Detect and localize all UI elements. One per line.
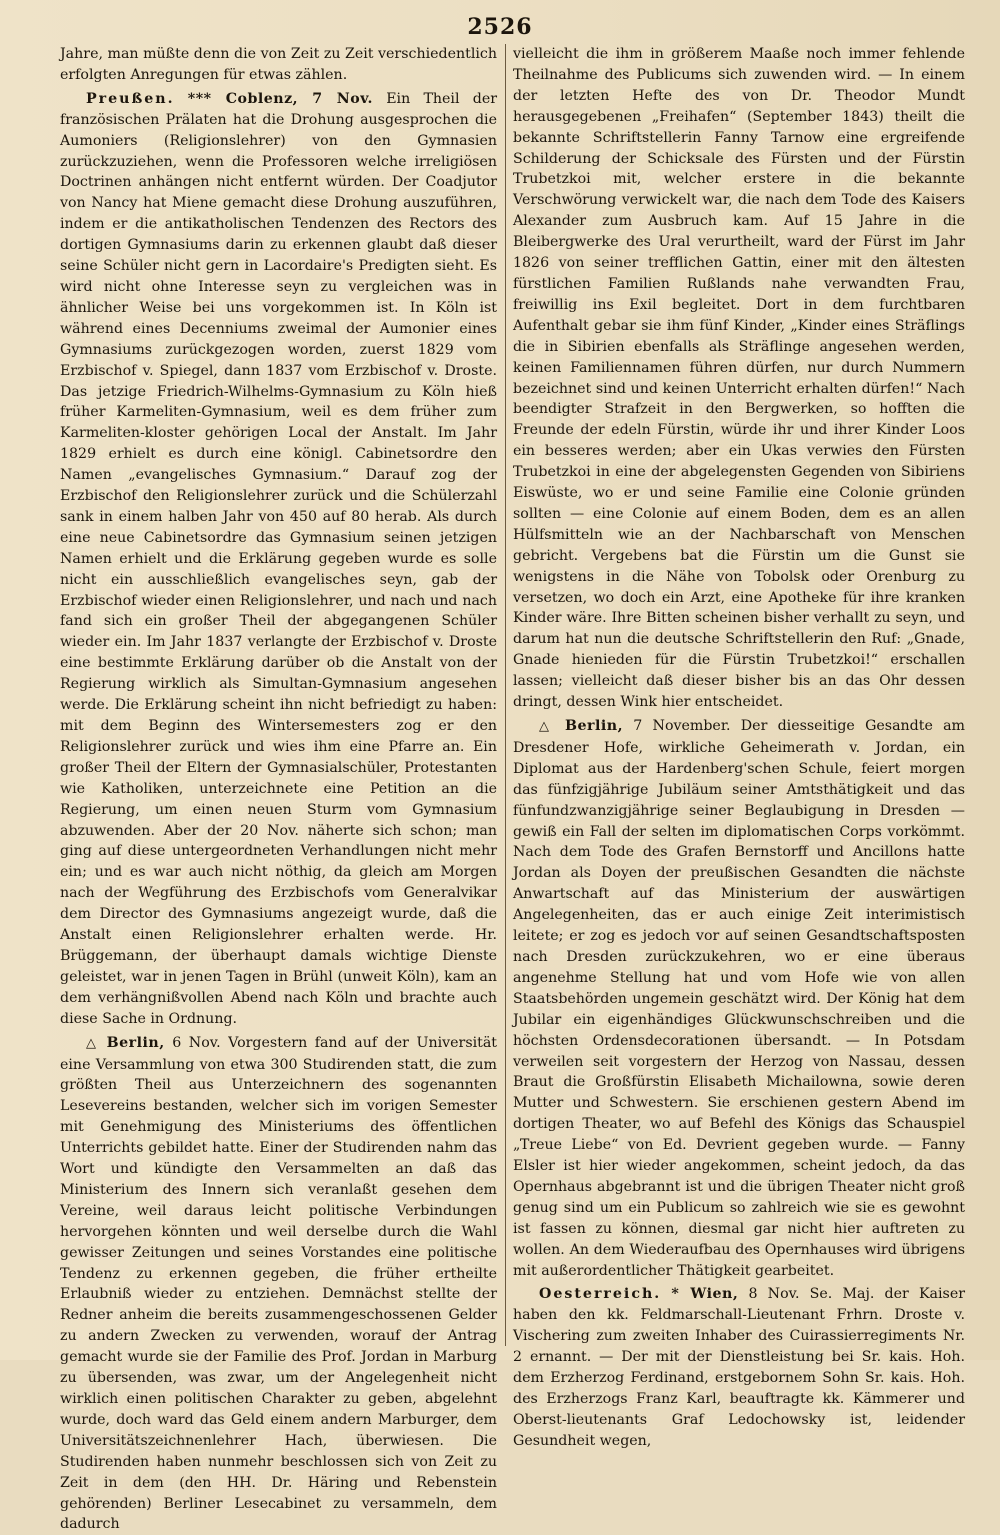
dateline: *** Coblenz, 7 Nov. [187, 90, 373, 107]
country-heading: Oesterreich. [539, 1286, 662, 1303]
article-paragraph [60, 1033, 497, 1535]
article-paragraph [513, 716, 965, 1281]
article-paragraph [60, 89, 497, 1030]
article-paragraph [513, 44, 965, 713]
right-column [513, 44, 966, 1449]
article-text: Jahre, man müßte denn die von Zeit zu Zeit verschiedentlich erfolgten Anregungen für etwas zählen. [60, 46, 497, 83]
article-paragraph [513, 1284, 965, 1451]
page-number: 2526 [467, 14, 533, 40]
article-text: 8 Nov. Se. Maj. der Kaiser haben den kk. Feldmarschall-Lieutenant Frhrn. Droste v. Vischering zum zweiten Inhaber des Cuirassierregiments Nr. 2 ernannt. — Der mit der Dienstleistung bei Sr. kais. Hoh. dem Erzherzog Ferdinand, erstgebornem Sohn Sr. kais. Hoh. des Erzherzogs Franz Karl, beauftragte kk. Kämmerer und Oberst-lieutenants Graf Ledochowsky ist, leidender Gesundheit wegen, [513, 1286, 966, 1449]
article-paragraph [60, 44, 497, 86]
article-text: 6 Nov. Vorgestern fand auf der Universität eine Versammlung von etwa 300 Studirenden statt, die zum größten Theil aus Unterzeichnern des sogenannten Lesevereins bestanden, welcher sich im vorigen Semester mit Genehmigung des Ministeriums des öffentlichen Unterrichts gebildet hatte. Einer der Studirenden nahm das Wort und kündigte den Versammelten an daß das Ministerium des Innern sich veranlaßt gesehen dem Vereine, weil daraus leicht politische Verbindungen hervorgehen könnten und weil derselbe durch die Wahl gewisser Zeitungen und seines Vorstandes eine politische Tendenz zu erkennen gegeben, die früher ertheilte Erlaubniß wieder zu entziehen. Demnächst stellte der Redner anheim die bereits zusammengeschossenen Gelder zu andern Zwecken zu verwenden, worauf der Antrag gemacht wurde sie der Familie des Prof. Jordan in Marburg zu übersenden, was zwar, um der Angelegenheit nicht wirklich einen politischen Charakter zu geben, abgelehnt wurde, doch ward das Geld einem andern Marburger, dem Universitätszeichnenlehrer Hach, überwiesen. Die Studirenden haben nunmehr beschlossen sich von Zeit zu Zeit in dem (den HH. Dr. Häring und Rebenstein gehörenden) Berliner Lesecabinet zu versammeln, dem dadurch [60, 1034, 497, 1533]
article-text: 7 November. Der diesseitige Gesandte am Dresdener Hofe, wirkliche Geheimerath v. Jordan, ein Diplomat aus der Hardenberg'schen Schule, feiert morgen das fünfzigjährige Jubiläum seiner Amtsthätigkeit und das fünfundzwanzigjährige seiner Beglaubigung in Dresden — gewiß ein Fall der selten im diplomatischen Corps vorkömmt. Nach dem Tode des Grafen Bernstorff und Ancillons hatte Jordan als Doyen der preußischen Gesandten die nächste Anwartschaft auf das Ministerium der auswärtigen Angelegenheiten, das er auch einige Zeit interimistisch leitete; er zog es jedoch vor auf seinen Gesandtschaftsposten nach Dresden zurückzukehren, wo er eine überaus angenehme Stellung hat und vom Hofe wie von allen Staatsbehörden ungemein geschätzt wird. Der König hat dem Jubilar ein eigenhändiges Glückwunschschreiben und die höchsten Ordensdecorationen übersandt. — In Potsdam verweilen seit vorgestern der Herzog von Nassau, dessen Braut die Großfürstin Elisabeth Michailowna, sowie deren Mutter und Schwestern. Sie erschienen gestern Abend im dortigen Theater, wo auf Befehl des Königs das Schauspiel „Treue Liebe“ von Ed. Devrient gegeben wurde. — Fanny Elsler ist hier wieder angekommen, scheint jedoch, da das Opernhaus abgebrannt ist und die übrigen Theater nicht groß genug sind um ein Publicum so zahlreich wie sie es gewohnt ist fassen zu können, diesmal gar nicht hier auftreten zu wollen. An dem Wiederaufbau des Opernhauses wird übrigens mit außerordentlicher Thätigkeit gearbeitet. [513, 718, 966, 1279]
dateline: Berlin, [106, 1034, 165, 1051]
article-text: vielleicht die ihm in größerem Maaße noch immer fehlende Theilnahme des Publicums sich zuwenden wird. — In einem der letzten Hefte des von Dr. Theodor Mundt herausgegebenen „Freihafen“ (September 1843) theilt die bekannte Schriftstellerin Fanny Tarnow eine ergreifende Schilderung der Schicksale des Fürsten und der Fürstin Trubetzkoi mit, welcher erstere in die bekannte Verschwörung verwickelt war, die nach dem Tode des Kaisers Alexander zum Ausbruch kam. Auf 15 Jahre in die Bleibergwerke des Ural verurtheilt, ward der Fürst im Jahr 1826 von seiner trefflichen Gattin, einer mit den ältesten fürstlichen Familien Rußlands nahe verwandten Frau, freiwillig ins Exil begleitet. Dort in dem furchtbaren Aufenthalt gebar sie ihm fünf Kinder, „Kinder eines Sträflings die in Sibirien ebenfalls als Sträflinge angesehen werden, keinen Familiennamen führen dürfen, nur durch Nummern bezeichnet sind und keinen Unterricht erhalten dürfen!“ Nach beendigter Strafzeit in den Bergwerken, so hofften die Freunde der edeln Fürstin, würde ihr und ihrer Kinder Loos ein besseres werden; aber ein Ukas verwies den Fürsten Trubetzkoi in eine der abgelegensten Gegenden von Sibiriens Eiswüste, wo er und seine Familie eine Colonie gründen sollten — eine Colonie auf einem Boden, dem es an allen Hülfsmitteln wie an der Nachbarschaft von Menschen gebricht. Vergebens bat die Fürstin um die Gunst sie wenigstens in die Nähe von Tobolsk oder Orenburg zu versetzen, wo doch ein Arzt, eine Apotheke für ihre kranken Kinder wäre. Ihre Bitten scheinen bisher verhallt zu seyn, und darum hat nun die deutsche Schriftstellerin den Ruf: „Gnade, Gnade hienieden für die Fürstin Trubetzkoi!“ erschallen lassen; vielleicht daß dieser bisher bis an das Ohr dessen dringt, dessen Wink hier entscheidet. [513, 46, 965, 711]
dateline: * Wien, [671, 1286, 739, 1303]
article-text: Ein Theil der französischen Prälaten hat die Drohung ausgesprochen die Aumoniers (Religionslehrer) von den Gymnasien zurückzuziehen, wenn die Professoren welche irreligiösen Doctrinen anhängen nicht entfernt würden. Der Coadjutor von Nancy hat Miene gemacht diese Drohung auszuführen, indem er die antikatholischen Tendenzen des Rectors des dortigen Gymnasiums darin zu erkennen glaubt daß dieser seine Schüler nicht gern in Lacordaire's Predigten sieht. Es wird nicht ohne Interesse seyn zu vergleichen was in ähnlicher Weise bei uns vorgekommen ist. In Köln ist während eines Decenniums zweimal der Aumonier eines Gymnasiums zurückgezogen worden, zuerst 1829 vom Erzbischof v. Spiegel, dann 1837 vom Erzbischof v. Droste. Das jetzige Friedrich-Wilhelms-Gymnasium zu Köln hieß früher Karmeliten-Gymnasium, weil es dem früher zum Karmeliten-kloster gehörigen Local der Anstalt. Im Jahr 1829 erhielt es durch eine königl. Cabinetsordre den Namen „evangelisches Gymnasium.“ Darauf zog der Erzbischof den Religionslehrer zurück und die Schülerzahl sank in einem halben Jahr von 450 auf 80 herab. Als durch eine neue Cabinetsordre das Gymnasium seinen jetzigen Namen erhielt und die Erklärung gegeben wurde es solle nicht ein ausschließlich evangelisches seyn, gab der Erzbischof wieder einen Religionslehrer, und nach und nach fand sich ein großer Theil der abgegangenen Schüler wieder ein. Im Jahr 1837 verlangte der Erzbischof v. Droste eine bestimmte Erklärung darüber ob die Anstalt von der Regierung wirklich als Simultan-Gymnasium angesehen werde. Die Erklärung scheint ihn nicht befriedigt zu haben: mit dem Beginn des Wintersemesters zog er den Religionslehrer zurück und wies ihm eine Pfarre an. Ein großer Theil der Eltern der Gymnasialschüler, Protestanten wie Katholiken, unterzeichnete eine Petition an die Regierung, um einen neuen Sturm vom Gymnasium abzuwenden. Aber der 20 Nov. näherte sich schon; man ging auf diese untergeordneten Verhandlungen nicht mehr ein; und es war auch nicht nöthig, da gleich am Morgen nach der Wegführung des Erzbischofs vom Generalvikar dem Director des Gymnasiums angezeigt wurde, daß die Anstalt einen Religionslehrer erhalten werde. Hr. Brüggemann, der überhaupt damals wichtige Dienste geleistet, war in jenen Tagen in Brühl (unweit Köln), kam an dem verhängnißvollen Abend nach Köln und brachte auch diese Sache in Ordnung. [60, 90, 497, 1027]
country-heading: Preußen. [86, 90, 175, 107]
triangle-marker-icon: △ [86, 1035, 100, 1051]
left-column [60, 44, 497, 1533]
dateline: Berlin, [564, 718, 624, 734]
column-divider [505, 44, 506, 1346]
triangle-marker-icon: △ [539, 719, 555, 734]
